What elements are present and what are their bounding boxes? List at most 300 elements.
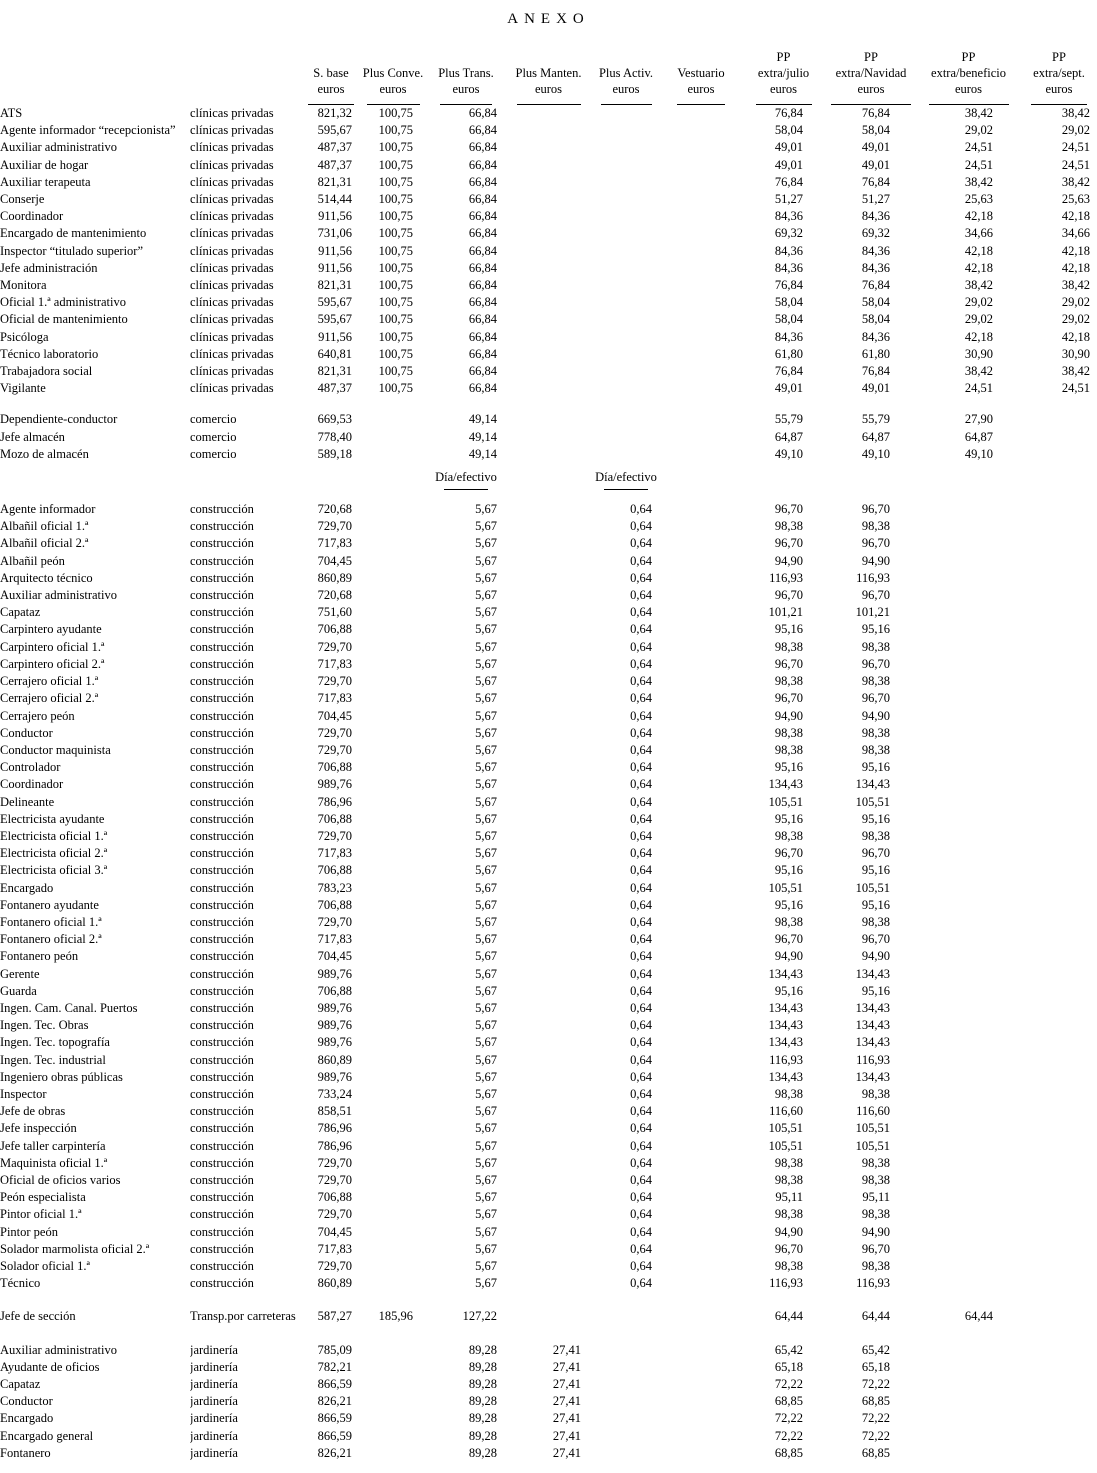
plus-trans-cell: 5,67	[475, 846, 497, 861]
vestuario-cell	[661, 604, 741, 621]
pp-beneficio-cell: 30,90	[964, 346, 993, 361]
plus-manten-cell	[506, 1138, 591, 1155]
sector-cell: construcción	[190, 1207, 254, 1222]
s-base-cell: 487,37	[317, 140, 352, 155]
job-title-cell: Conductor	[0, 725, 53, 740]
plus-conve-cell	[360, 1224, 426, 1241]
sector-cell: clínicas privadas	[190, 192, 274, 207]
plus-activ-cell: 0,64	[630, 502, 652, 517]
pp-beneficio-cell: 42,18	[964, 243, 993, 258]
plus-manten-cell	[506, 794, 591, 811]
plus-trans-subheader: Día/efectivo	[435, 470, 497, 485]
plus-manten-cell	[506, 1069, 591, 1086]
plus-activ-cell	[591, 1342, 661, 1359]
sector-cell: clínicas privadas	[190, 260, 274, 275]
table-row	[0, 1393, 1097, 1410]
vestuario-cell	[661, 1189, 741, 1206]
pp-navidad-cell: 95,16	[861, 863, 890, 878]
vestuario-cell	[661, 1428, 741, 1445]
table-row	[0, 1069, 1097, 1086]
sector-cell: construcción	[190, 949, 254, 964]
s-base-cell: 821,31	[317, 364, 352, 379]
subheader-cell	[591, 469, 661, 501]
pp-julio-cell: 98,38	[774, 914, 803, 929]
job-title-cell: Jefe taller carpintería	[0, 1138, 106, 1153]
pp-beneficio-cell	[916, 604, 1021, 621]
plus-conve-cell	[360, 1189, 426, 1206]
job-title-cell: Electricista ayudante	[0, 811, 105, 826]
pp-navidad-cell: 64,44	[861, 1309, 890, 1324]
pp-navidad-cell: 94,90	[861, 949, 890, 964]
s-base-cell: 729,70	[317, 639, 352, 654]
vestuario-cell	[661, 656, 741, 673]
table-row	[0, 828, 1097, 845]
plus-trans-cell: 127,22	[462, 1309, 497, 1324]
job-title-cell: Auxiliar de hogar	[0, 157, 89, 172]
job-title-cell: Oficial de oficios varios	[0, 1172, 121, 1187]
plus-conve-cell	[360, 794, 426, 811]
vestuario-cell	[661, 570, 741, 587]
pp-beneficio-cell: 38,42	[964, 364, 993, 379]
plus-trans-column-header	[426, 37, 506, 105]
table-row	[0, 294, 1097, 311]
pp-julio-cell: 58,04	[774, 123, 803, 138]
plus-activ-cell: 0,64	[630, 1172, 652, 1187]
plus-manten-cell	[506, 1241, 591, 1258]
plus-manten-cell	[506, 1000, 591, 1017]
pp-navidad-cell: 58,04	[861, 295, 890, 310]
sector-cell: construcción	[190, 502, 254, 517]
vestuario-cell	[661, 311, 741, 328]
pp-sept-cell	[1021, 1428, 1097, 1445]
pp-navidad-cell: 98,38	[861, 1259, 890, 1273]
sector-cell: construcción	[190, 1035, 254, 1050]
plus-manten-cell	[506, 105, 591, 122]
pp-navidad-cell: 76,84	[861, 278, 890, 293]
s-base-cell: 733,24	[317, 1086, 352, 1101]
plus-activ-cell: 0,64	[630, 708, 652, 723]
pp-julio-cell: 49,10	[774, 446, 803, 461]
plus-manten-cell	[506, 656, 591, 673]
pp-julio-cell: 105,51	[768, 1121, 803, 1136]
vestuario-cell	[661, 1224, 741, 1241]
plus-trans-cell: 5,67	[475, 983, 497, 998]
pp-sept-cell	[1021, 1069, 1097, 1086]
pp-navidad-cell: 72,22	[861, 1377, 890, 1392]
pp-navidad-cell: 68,85	[861, 1394, 890, 1409]
pp-beneficio-cell	[916, 1000, 1021, 1017]
empty-cell	[506, 469, 591, 501]
pp-sept-cell	[1021, 1138, 1097, 1155]
pp-julio-cell: 95,16	[774, 983, 803, 998]
pp-julio-cell: 68,85	[774, 1445, 803, 1460]
subheader-rule	[604, 489, 648, 490]
vestuario-cell	[661, 811, 741, 828]
s-base-cell: 989,76	[317, 777, 352, 792]
pp-sept-cell: 34,66	[1061, 226, 1090, 241]
pp-sept-cell	[1021, 1376, 1097, 1393]
plus-manten-cell	[506, 122, 591, 139]
table-row	[0, 794, 1097, 811]
plus-conve-cell: 100,75	[378, 106, 413, 120]
pp-navidad-cell: 134,43	[855, 1069, 890, 1084]
pp-julio-cell: 84,36	[774, 209, 803, 224]
plus-activ-cell: 0,64	[630, 1052, 652, 1067]
pp-julio-cell: 134,43	[768, 1035, 803, 1050]
s-base-cell: 866,59	[317, 1428, 352, 1443]
vestuario-cell	[661, 880, 741, 897]
job-title-cell: ATS	[0, 106, 23, 120]
plus-trans-cell: 5,67	[475, 1138, 497, 1153]
pp-sept-cell	[1021, 794, 1097, 811]
pp-julio-cell: 105,51	[768, 880, 803, 895]
sector-cell: clínicas privadas	[190, 346, 274, 361]
plus-trans-cell: 66,84	[468, 243, 497, 258]
job-title-cell: Auxiliar administrativo	[0, 1342, 117, 1357]
s-base-cell: 704,45	[317, 949, 352, 964]
plus-manten-cell	[506, 897, 591, 914]
plus-manten-cell	[506, 725, 591, 742]
plus-trans-cell: 5,67	[475, 794, 497, 809]
column-header-label: euros	[687, 82, 715, 96]
table-row	[0, 1189, 1097, 1206]
plus-manten-cell	[506, 587, 591, 604]
plus-trans-cell: 5,67	[475, 605, 497, 620]
pp-beneficio-cell	[916, 518, 1021, 535]
pp-beneficio-cell: 24,51	[964, 157, 993, 172]
column-header-label: PP	[1052, 50, 1066, 64]
s-base-cell: 704,45	[317, 708, 352, 723]
pp-julio-cell: 98,38	[774, 674, 803, 689]
sector-cell: clínicas privadas	[190, 295, 274, 310]
pp-julio-cell: 96,70	[774, 502, 803, 517]
plus-conve-cell: 100,75	[378, 209, 413, 224]
sector-cell: clínicas privadas	[190, 329, 274, 344]
job-title-cell: Encargado	[0, 880, 54, 895]
plus-conve-cell	[360, 621, 426, 638]
pp-sept-cell	[1021, 1445, 1097, 1462]
job-title-cell: Agente informador “recepcionista”	[0, 123, 176, 138]
empty-cell	[302, 469, 360, 501]
pp-beneficio-cell: 64,44	[964, 1309, 993, 1324]
pp-julio-cell: 68,85	[774, 1394, 803, 1409]
sector-cell: comercio	[190, 412, 237, 427]
pp-sept-cell: 38,42	[1061, 174, 1090, 189]
pp-julio-cell: 96,70	[774, 846, 803, 861]
section-gap-cell	[0, 1326, 1097, 1342]
plus-trans-cell: 66,84	[468, 123, 497, 138]
pp-julio-cell: 116,93	[769, 1276, 803, 1291]
pp-julio-cell: 98,38	[774, 1207, 803, 1222]
pp-navidad-cell: 95,16	[861, 622, 890, 637]
pp-beneficio-cell	[916, 759, 1021, 776]
salary-table	[0, 37, 1097, 1462]
plus-conve-cell	[360, 1034, 426, 1051]
pp-sept-column-header	[1021, 37, 1097, 105]
plus-conve-cell: 100,75	[378, 295, 413, 310]
plus-trans-cell: 5,67	[475, 1276, 497, 1291]
table-row	[0, 501, 1097, 518]
pp-julio-cell: 49,01	[774, 381, 803, 396]
plus-activ-cell: 0,64	[630, 1121, 652, 1136]
s-base-cell: 595,67	[317, 312, 352, 327]
vestuario-cell	[661, 845, 741, 862]
s-base-cell: 720,68	[317, 502, 352, 517]
vestuario-cell	[661, 411, 741, 428]
plus-manten-cell: 27,41	[552, 1359, 581, 1374]
plus-manten-cell	[506, 380, 591, 397]
plus-activ-cell	[591, 429, 661, 446]
vestuario-cell	[661, 243, 741, 260]
plus-activ-cell: 0,64	[630, 794, 652, 809]
vestuario-cell	[661, 1258, 741, 1275]
table-row	[0, 311, 1097, 328]
pp-beneficio-cell	[916, 708, 1021, 725]
plus-conve-cell	[360, 811, 426, 828]
pp-julio-cell: 116,93	[769, 570, 803, 585]
plus-manten-cell	[506, 983, 591, 1000]
pp-julio-cell: 98,38	[774, 1172, 803, 1187]
s-base-cell: 989,76	[317, 1035, 352, 1050]
pp-sept-cell	[1021, 1052, 1097, 1069]
sector-cell: construcción	[190, 760, 254, 775]
pp-beneficio-cell	[916, 776, 1021, 793]
plus-trans-cell: 66,84	[468, 364, 497, 379]
pp-beneficio-cell	[916, 1017, 1021, 1034]
sector-cell: construcción	[190, 1155, 254, 1170]
plus-trans-cell: 5,67	[475, 1052, 497, 1067]
plus-conve-cell	[360, 656, 426, 673]
pp-sept-cell	[1021, 570, 1097, 587]
table-row	[0, 966, 1097, 983]
job-title-cell: Inspector “titulado superior”	[0, 243, 144, 258]
job-title-cell: Fontanero	[0, 1445, 51, 1460]
plus-conve-cell	[360, 1359, 426, 1376]
plus-conve-cell	[360, 429, 426, 446]
s-base-cell: 786,96	[317, 1138, 352, 1153]
plus-manten-cell	[506, 708, 591, 725]
plus-trans-cell: 49,14	[468, 446, 497, 461]
plus-conve-cell	[360, 1206, 426, 1223]
job-title-cell: Cerrajero peón	[0, 708, 75, 723]
pp-navidad-cell: 96,70	[861, 932, 890, 947]
sector-cell: construcción	[190, 863, 254, 878]
table-row	[0, 1342, 1097, 1359]
pp-julio-cell: 64,44	[774, 1309, 803, 1324]
plus-activ-cell: 0,64	[630, 656, 652, 671]
pp-beneficio-cell	[916, 1155, 1021, 1172]
vestuario-cell	[661, 708, 741, 725]
section-gap-cell	[0, 397, 1097, 411]
plus-manten-cell	[506, 429, 591, 446]
job-title-cell: Solador marmolista oficial 2.ª	[0, 1241, 150, 1256]
plus-activ-cell	[591, 446, 661, 463]
job-title-cell: Inspector	[0, 1086, 47, 1101]
plus-conve-cell	[360, 673, 426, 690]
pp-sept-cell	[1021, 1241, 1097, 1258]
vestuario-cell	[661, 1155, 741, 1172]
pp-julio-cell: 84,36	[774, 243, 803, 258]
plus-trans-cell: 66,84	[468, 329, 497, 344]
job-title-cell: Guarda	[0, 983, 37, 998]
sector-cell: construcción	[190, 605, 254, 620]
pp-sept-cell	[1021, 1086, 1097, 1103]
plus-conve-cell	[360, 1376, 426, 1393]
vestuario-cell	[661, 966, 741, 983]
s-base-cell: 595,67	[317, 295, 352, 310]
vestuario-cell	[661, 225, 741, 242]
column-header-label: PP	[864, 50, 878, 64]
s-base-cell: 731,06	[317, 226, 352, 241]
pp-sept-cell: 30,90	[1061, 346, 1090, 361]
vestuario-cell	[661, 1172, 741, 1189]
pp-navidad-cell: 69,32	[861, 226, 890, 241]
job-title-cell: Peón especialista	[0, 1190, 86, 1205]
job-title-cell: Ingeniero obras públicas	[0, 1069, 123, 1084]
s-base-cell: 860,89	[317, 1276, 352, 1291]
vestuario-cell	[661, 139, 741, 156]
pp-julio-cell: 96,70	[774, 656, 803, 671]
pp-beneficio-cell: 38,42	[964, 106, 993, 120]
plus-conve-cell	[360, 1410, 426, 1427]
table-row	[0, 429, 1097, 446]
plus-activ-cell: 0,64	[630, 863, 652, 878]
plus-conve-cell	[360, 725, 426, 742]
job-title-cell: Técnico	[0, 1276, 41, 1291]
plus-trans-cell: 5,67	[475, 656, 497, 671]
sector-cell: construcción	[190, 639, 254, 654]
plus-trans-cell: 5,67	[475, 880, 497, 895]
pp-julio-cell: 95,16	[774, 811, 803, 826]
job-title-cell: Jefe administración	[0, 260, 98, 275]
plus-activ-cell: 0,64	[630, 588, 652, 603]
sector-cell: clínicas privadas	[190, 209, 274, 224]
column-header-label: Vestuario	[677, 66, 725, 80]
plus-manten-cell	[506, 621, 591, 638]
table-row	[0, 862, 1097, 879]
pp-julio-cell: 96,70	[774, 691, 803, 706]
pp-sept-cell	[1021, 1120, 1097, 1137]
plus-activ-cell: 0,64	[630, 897, 652, 912]
vestuario-cell	[661, 1393, 741, 1410]
vestuario-cell	[661, 122, 741, 139]
pp-sept-cell: 42,18	[1061, 260, 1090, 275]
pp-julio-cell: 95,16	[774, 760, 803, 775]
job-title-cell: Controlador	[0, 760, 61, 775]
pp-beneficio-cell	[916, 1428, 1021, 1445]
pp-beneficio-cell	[916, 828, 1021, 845]
pp-sept-cell	[1021, 1275, 1097, 1292]
pp-julio-cell: 72,22	[774, 1428, 803, 1443]
pp-beneficio-cell	[916, 897, 1021, 914]
plus-trans-cell: 49,14	[468, 429, 497, 444]
pp-julio-cell: 94,90	[774, 708, 803, 723]
pp-sept-cell: 29,02	[1061, 295, 1090, 310]
plus-conve-cell	[360, 948, 426, 965]
plus-conve-column-header	[360, 37, 426, 105]
plus-manten-cell	[506, 845, 591, 862]
pp-beneficio-cell	[916, 1224, 1021, 1241]
pp-julio-cell: 98,38	[774, 519, 803, 534]
plus-activ-cell	[591, 311, 661, 328]
vestuario-cell	[661, 518, 741, 535]
s-base-cell: 860,89	[317, 570, 352, 585]
table-row	[0, 553, 1097, 570]
pp-beneficio-cell	[916, 966, 1021, 983]
plus-trans-cell: 66,84	[468, 312, 497, 327]
job-title-cell: Fontanero oficial 1.ª	[0, 914, 102, 929]
pp-beneficio-cell: 29,02	[964, 312, 993, 327]
vestuario-cell	[661, 776, 741, 793]
pp-navidad-cell: 72,22	[861, 1428, 890, 1443]
job-title-cell: Conductor	[0, 1394, 53, 1409]
column-header-label: extra/beneficio	[931, 66, 1006, 80]
job-title-cell: Conserje	[0, 192, 45, 207]
vestuario-cell	[661, 1206, 741, 1223]
s-base-cell: 729,70	[317, 674, 352, 689]
pp-navidad-cell: 76,84	[861, 364, 890, 379]
pp-sept-cell: 38,42	[1061, 278, 1090, 293]
table-row	[0, 346, 1097, 363]
pp-beneficio-cell	[916, 1189, 1021, 1206]
pp-navidad-cell: 98,38	[861, 1172, 890, 1187]
pp-sept-cell	[1021, 931, 1097, 948]
table-row	[0, 1241, 1097, 1258]
pp-navidad-cell: 95,16	[861, 811, 890, 826]
plus-activ-cell	[591, 1393, 661, 1410]
plus-activ-cell: 0,64	[630, 1224, 652, 1239]
plus-manten-cell	[506, 1034, 591, 1051]
s-base-cell: 717,83	[317, 1241, 352, 1256]
vestuario-cell	[661, 1138, 741, 1155]
plus-manten-cell	[506, 208, 591, 225]
plus-manten-cell	[506, 535, 591, 552]
s-base-cell: 911,56	[318, 209, 352, 224]
table-row	[0, 708, 1097, 725]
plus-activ-cell: 0,64	[630, 828, 652, 843]
pp-navidad-cell: 95,11	[862, 1190, 890, 1205]
pp-beneficio-cell: 29,02	[964, 123, 993, 138]
s-base-cell: 785,09	[317, 1342, 352, 1357]
plus-activ-cell: 0,64	[630, 811, 652, 826]
vestuario-cell	[661, 1086, 741, 1103]
job-title-cell: Arquitecto técnico	[0, 570, 93, 585]
pp-julio-cell: 101,21	[768, 605, 803, 620]
plus-activ-cell	[591, 277, 661, 294]
pp-julio-cell: 98,38	[774, 1086, 803, 1101]
table-row	[0, 604, 1097, 621]
plus-manten-cell	[506, 191, 591, 208]
plus-activ-cell: 0,64	[630, 519, 652, 534]
pp-beneficio-cell: 49,10	[964, 446, 993, 461]
s-base-cell: 487,37	[317, 381, 352, 396]
pp-sept-cell: 24,51	[1061, 140, 1090, 155]
s-base-cell: 786,96	[317, 794, 352, 809]
plus-activ-cell: 0,64	[630, 1190, 652, 1205]
table-row	[0, 174, 1097, 191]
vestuario-cell	[661, 260, 741, 277]
plus-conve-cell	[360, 931, 426, 948]
s-base-cell: 717,83	[317, 846, 352, 861]
sector-cell: construcción	[190, 570, 254, 585]
pp-navidad-cell: 72,22	[861, 1411, 890, 1426]
pp-navidad-cell: 98,38	[861, 519, 890, 534]
plus-conve-cell: 100,75	[378, 364, 413, 379]
plus-conve-cell	[360, 1086, 426, 1103]
s-base-cell: 706,88	[317, 1190, 352, 1205]
pp-navidad-cell: 96,70	[861, 1241, 890, 1256]
pp-beneficio-cell	[916, 1069, 1021, 1086]
